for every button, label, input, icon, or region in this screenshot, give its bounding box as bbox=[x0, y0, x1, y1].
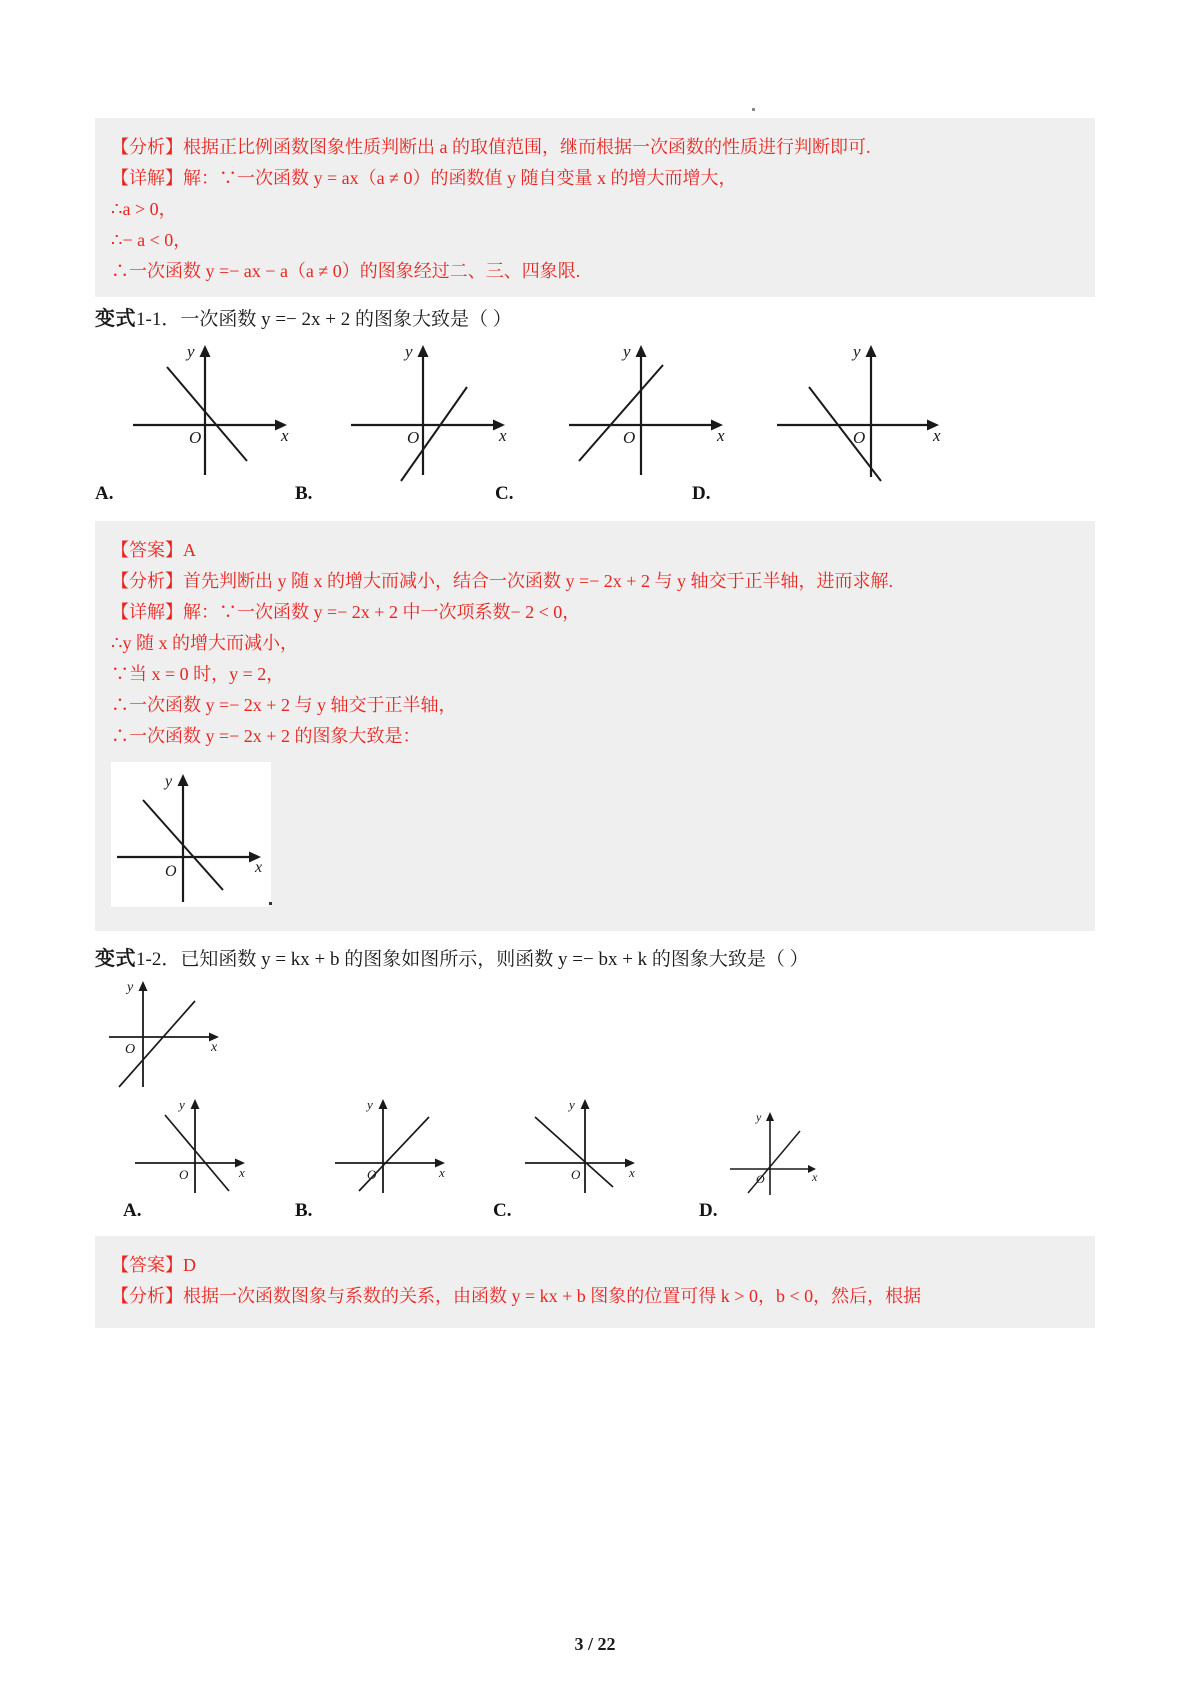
solution-y-axis-label: y bbox=[165, 773, 173, 790]
question-1-2-heading bbox=[95, 931, 1095, 975]
y-1-2-c: y bbox=[569, 1097, 575, 1112]
explanation-block-1 bbox=[95, 118, 1095, 297]
analysis-line-1-2: 【分析】根据一次函数图象与系数的关系，由函数 y = kx + b 图象的位置可得 k > 0，b < 0，然后，根据 bbox=[111, 1286, 922, 1306]
option-1-2-label-a[interactable]: A. bbox=[123, 1200, 142, 1221]
option-label-c[interactable]: C. bbox=[495, 483, 514, 504]
question-1-2-number: 1-2． bbox=[136, 949, 181, 970]
option-1-2-label-b[interactable]: B. bbox=[295, 1200, 313, 1221]
x-axis-label-b: x bbox=[499, 426, 507, 445]
option-c-graph[interactable] bbox=[541, 335, 741, 483]
question-1-2-option-labels bbox=[95, 1200, 1095, 1230]
analysis-line-1: 【分析】根据正比例函数图象性质判断出 a 的取值范围，继而根据一次函数的性质进行判断即可. bbox=[111, 137, 871, 157]
explanation-block-3 bbox=[95, 1236, 1095, 1328]
answer-line-1-2: 【答案】D bbox=[111, 1255, 196, 1275]
origin-label-a: O bbox=[189, 428, 202, 447]
option-a-graph[interactable] bbox=[105, 335, 305, 483]
origin-label-c: O bbox=[623, 428, 636, 447]
origin-label-d: O bbox=[853, 428, 866, 447]
question-1-1-label: 变式 bbox=[95, 308, 136, 330]
option-1-2-d-graph[interactable] bbox=[720, 1107, 880, 1202]
option-1-2-b-graph[interactable] bbox=[325, 1095, 505, 1200]
given-y-axis-label: y bbox=[127, 980, 134, 995]
x-axis-label-d: x bbox=[933, 426, 941, 445]
detail-line-1: 【详解】解：∵一次函数 y =− 2x + 2 中一次项系数− 2 < 0， bbox=[111, 602, 581, 622]
solution-line-2: ∴a > 0， bbox=[111, 199, 177, 219]
origin-1-2-c: O bbox=[571, 1167, 581, 1182]
solution-origin-label: O bbox=[165, 863, 177, 880]
solution-x-axis-label: x bbox=[255, 859, 263, 876]
x-1-2-d: x bbox=[812, 1170, 818, 1184]
option-1-2-label-c[interactable]: C. bbox=[493, 1200, 512, 1221]
solution-line-4: ∴一次函数 y =− ax − a（a ≠ 0）的图象经过二、三、四象限. bbox=[111, 261, 581, 281]
question-1-1-number: 1-1． bbox=[136, 309, 181, 330]
question-1-2-given-figure bbox=[95, 975, 1095, 1095]
period-mark bbox=[269, 902, 272, 905]
y-axis-label-c: y bbox=[623, 342, 631, 361]
solution-figure-1-1 bbox=[111, 762, 271, 907]
analysis-line-1-1: 【分析】首先判断出 y 随 x 的增大而减小，结合一次函数 y =− 2x + 2 与 y 轴交于正半轴，进而求解. bbox=[111, 571, 893, 591]
detail-line-3: ∵当 x = 0 时，y = 2， bbox=[111, 664, 285, 684]
option-b-graph[interactable] bbox=[323, 335, 523, 483]
question-1-2-label: 变式 bbox=[95, 948, 136, 970]
detail-line-5: ∴一次函数 y =− 2x + 2 的图象大致是： bbox=[111, 726, 421, 746]
origin-1-2-b: O bbox=[367, 1167, 377, 1182]
x-1-2-a: x bbox=[239, 1165, 245, 1180]
option-1-2-c-graph[interactable] bbox=[515, 1095, 695, 1200]
given-x-axis-label: x bbox=[211, 1040, 218, 1055]
given-origin-label: O bbox=[125, 1042, 136, 1057]
x-axis-label-c: x bbox=[717, 426, 725, 445]
solution-line-3: ∴− a < 0， bbox=[111, 230, 192, 250]
page-footer: 3 / 22 bbox=[574, 1634, 616, 1654]
x-1-2-b: x bbox=[439, 1165, 445, 1180]
question-1-1-option-labels bbox=[95, 483, 1095, 517]
detail-line-2: ∴y 随 x 的增大而减小， bbox=[111, 633, 298, 653]
option-label-a[interactable]: A. bbox=[95, 483, 114, 504]
y-axis-label-d: y bbox=[853, 342, 861, 361]
solution-line-1: 【详解】解：∵一次函数 y = ax（a ≠ 0）的函数值 y 随自变量 x 的增大而增大， bbox=[111, 168, 737, 188]
option-1-2-label-d[interactable]: D. bbox=[699, 1200, 718, 1221]
answer-line-1-1: 【答案】A bbox=[111, 540, 196, 560]
y-1-2-a: y bbox=[179, 1097, 185, 1112]
y-1-2-d: y bbox=[756, 1110, 762, 1124]
detail-line-4: ∴一次函数 y =− 2x + 2 与 y 轴交于正半轴， bbox=[111, 695, 457, 715]
x-1-2-c: x bbox=[629, 1165, 635, 1180]
y-axis-label-b: y bbox=[405, 342, 413, 361]
question-1-1-text: 一次函数 y =− 2x + 2 的图象大致是（ ） bbox=[180, 309, 512, 330]
x-axis-label-a: x bbox=[281, 426, 289, 445]
origin-label-b: O bbox=[407, 428, 420, 447]
option-1-2-a-graph[interactable] bbox=[125, 1095, 305, 1200]
option-d-graph[interactable] bbox=[759, 335, 959, 483]
question-1-2-options-graphs bbox=[95, 1095, 1095, 1200]
page-artifact-dot bbox=[752, 108, 755, 111]
option-label-b[interactable]: B. bbox=[295, 483, 313, 504]
y-1-2-b: y bbox=[367, 1097, 373, 1112]
y-axis-label-a: y bbox=[187, 342, 195, 361]
option-label-d[interactable]: D. bbox=[692, 483, 711, 504]
explanation-block-2 bbox=[95, 521, 1095, 931]
question-1-1-heading bbox=[95, 297, 1095, 335]
origin-1-2-d: O bbox=[756, 1172, 765, 1186]
origin-1-2-a: O bbox=[179, 1167, 189, 1182]
question-1-1-options-graphs bbox=[95, 335, 1095, 483]
question-1-2-text: 已知函数 y = kx + b 的图象如图所示，则函数 y =− bx + k 的图象大致是（ ） bbox=[180, 949, 809, 970]
